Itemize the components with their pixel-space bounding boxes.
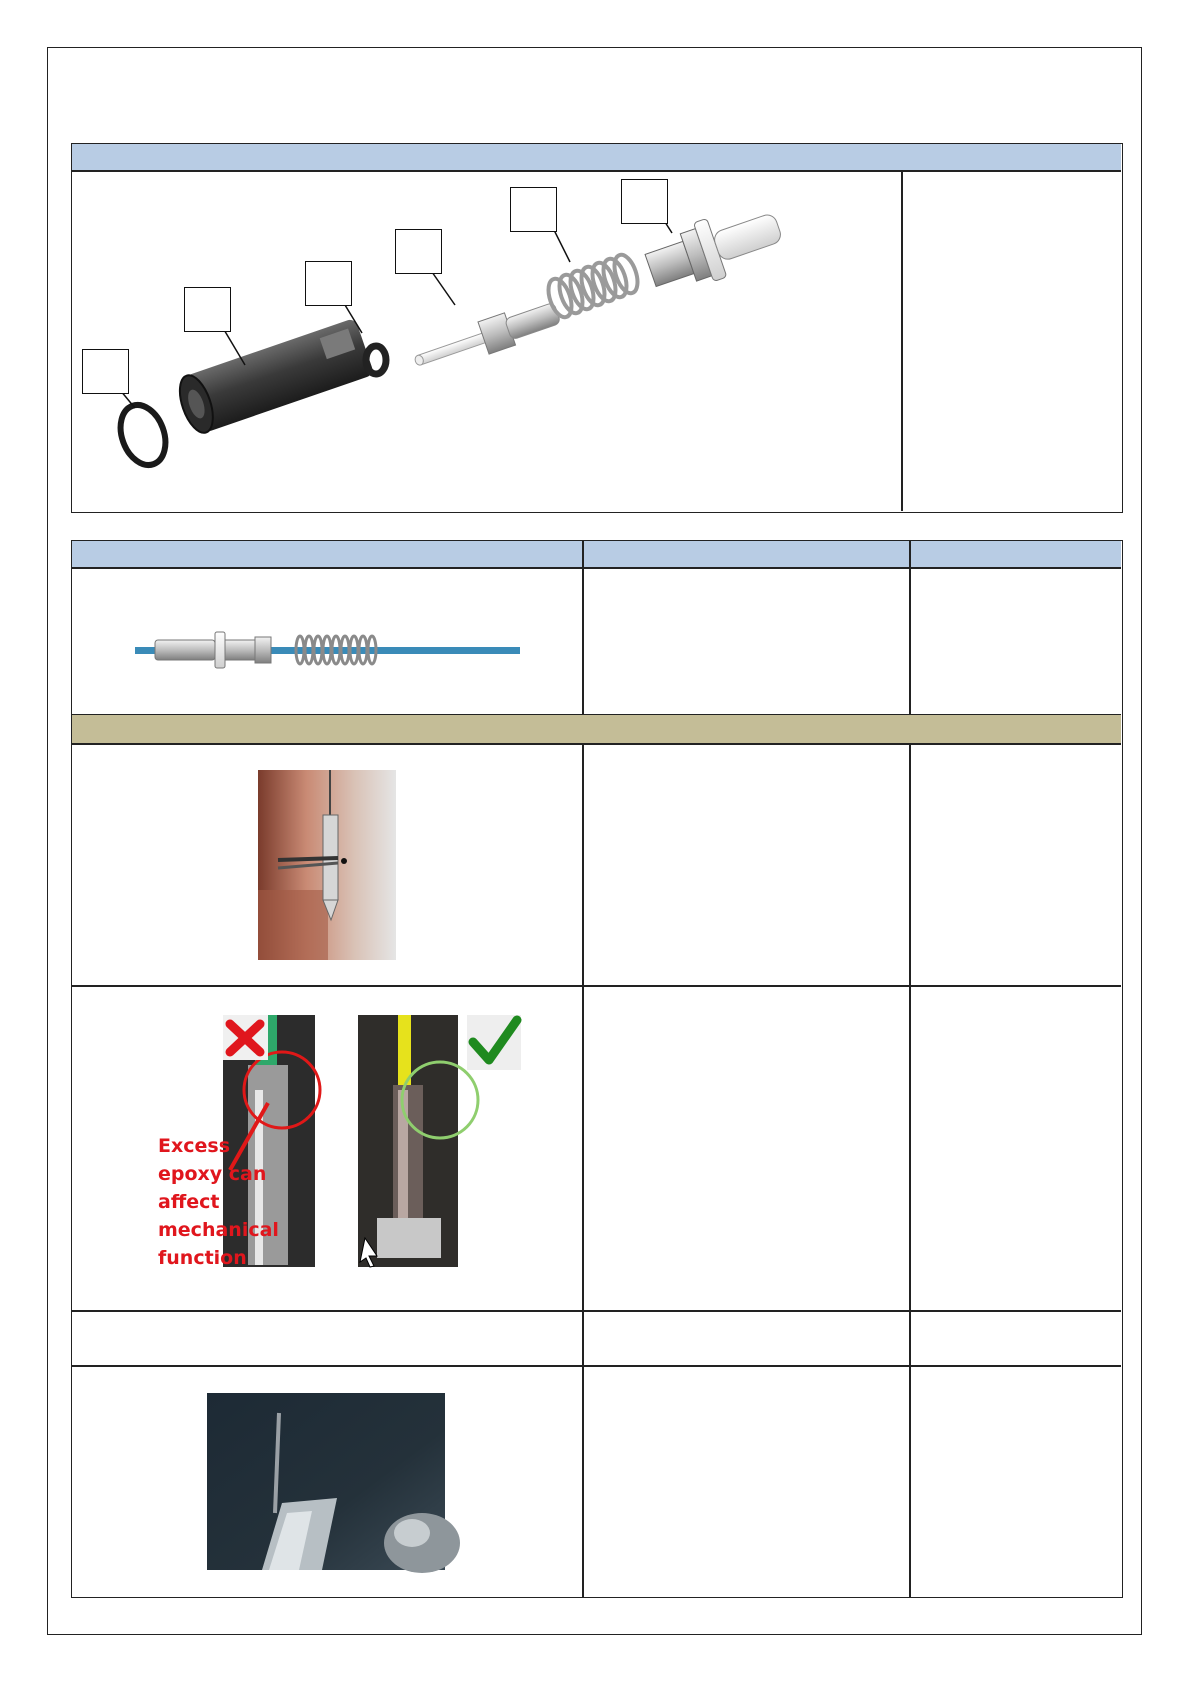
steps-header-col-3 <box>910 541 1121 567</box>
o-ring-part <box>113 399 174 472</box>
callout-box-6 <box>621 179 668 224</box>
column-divider <box>582 743 584 1597</box>
spring-part <box>544 252 642 320</box>
housing-part <box>173 318 374 437</box>
callout-box-5 <box>510 187 557 232</box>
callout-box-2 <box>184 287 231 332</box>
ferrule-tweezers-photo <box>258 770 396 960</box>
good-example-photo <box>358 1015 478 1267</box>
row-divider <box>72 1310 1121 1312</box>
steps-header-col-2 <box>583 541 909 567</box>
washer-part <box>366 346 386 374</box>
callout-box-1 <box>82 349 129 394</box>
column-divider <box>582 541 584 715</box>
annotation-line: Excess <box>158 1135 231 1157</box>
annotation-line: epoxy can <box>158 1163 267 1185</box>
exploded-connector-illustration <box>0 0 1191 520</box>
cross-icon <box>223 1015 268 1060</box>
ferrule-part <box>410 297 563 378</box>
ferrule-tip-photo <box>207 1393 445 1570</box>
annotation-line: mechanical <box>158 1219 279 1241</box>
column-divider <box>909 541 911 715</box>
row-divider <box>72 985 1121 987</box>
callout-box-3 <box>305 261 352 306</box>
section-header-bar <box>72 715 1121 743</box>
row-divider <box>72 567 1121 569</box>
column-divider <box>909 743 911 1597</box>
annotation-line: function <box>158 1247 247 1269</box>
row-divider <box>72 1365 1121 1367</box>
fiber-assembly-illustration <box>130 620 530 680</box>
steps-header-col-1 <box>72 541 582 567</box>
callout-box-4 <box>395 229 442 274</box>
row-divider <box>72 743 1121 745</box>
epoxy-warning-annotation <box>158 1132 288 1272</box>
annotation-line: affect <box>158 1191 220 1213</box>
check-icon <box>467 1015 521 1070</box>
